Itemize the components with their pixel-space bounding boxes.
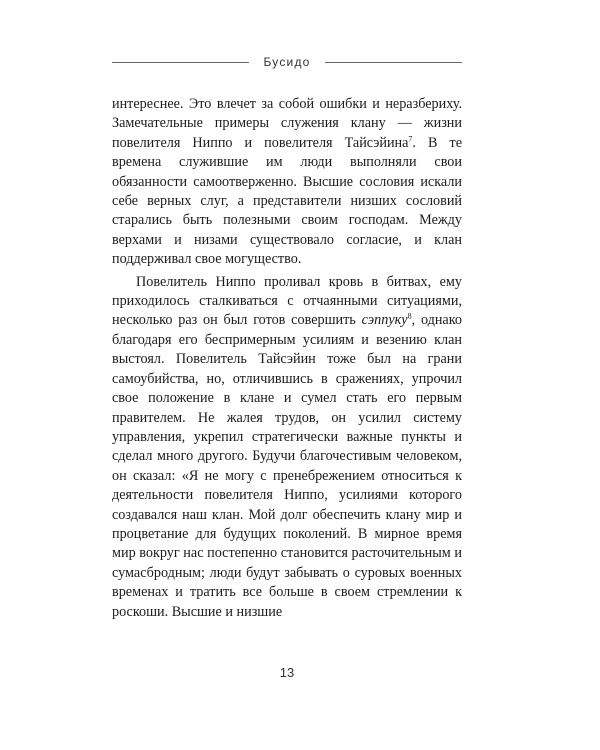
header-rule-right [325, 62, 462, 63]
running-header [112, 50, 462, 74]
page-body [112, 95, 462, 622]
paragraph-2-text-b: , однако благодаря его беспримерным усилиям и везению клан выстоял. Повелитель Тайсэйин тоже был на грани самоубийства, но, отличившись в сражениях, упрочил свое положение в клане и сумел стать его первым правителем. Не жалея трудов, он усилил систему управления, укрепил стратегически важные пункты и сделал много другого. Будучи благочестивым человеком, он сказал: «Я не могу с пренебрежением относиться к деятельности повелителя Ниппо, усилиями которого создавался наш клан. Мой долг обеспечить клану мир и процветание для будущих поколений. В мирное время мир вокруг нас постепенно становится расточительным и сумасбродным; люди будут забывать о суровых военных временах и тратить все больше в своем стремлении к роскоши. Высшие и низшие [112, 312, 462, 620]
paragraph-2 [112, 273, 462, 622]
paragraph-1-text-b: . В те времена служившие им люди выполняли свои обязанности самоотверженно. Высшие сословия искали себе верных слуг, а представители низших сословий старались быть полезными своим господам. Между верхами и низами существовало согласие, и клан поддерживал свое могущество. [112, 134, 462, 268]
page-number: 13 [279, 665, 295, 680]
paragraph-2-text-a: Повелитель Ниппо проливал кровь в битвах, ему приходилось сталкиваться с отчаянными ситуациями, несколько раз он был готов совершить [112, 273, 462, 329]
header-title: Бусидо [263, 55, 311, 69]
paragraph-1 [112, 95, 462, 270]
header-rule-left [112, 62, 249, 63]
footnote-ref-8: 8 [407, 311, 412, 321]
footnote-ref-7: 7 [408, 134, 413, 144]
italic-term-seppuku: сэппуку [361, 312, 408, 329]
paragraph-1-text-a: интереснее. Это влечет за собой ошибки и неразбериху. Замечательные примеры служения клану — жизни повелителя Ниппо и повелителя Тайсэйина [112, 96, 462, 151]
